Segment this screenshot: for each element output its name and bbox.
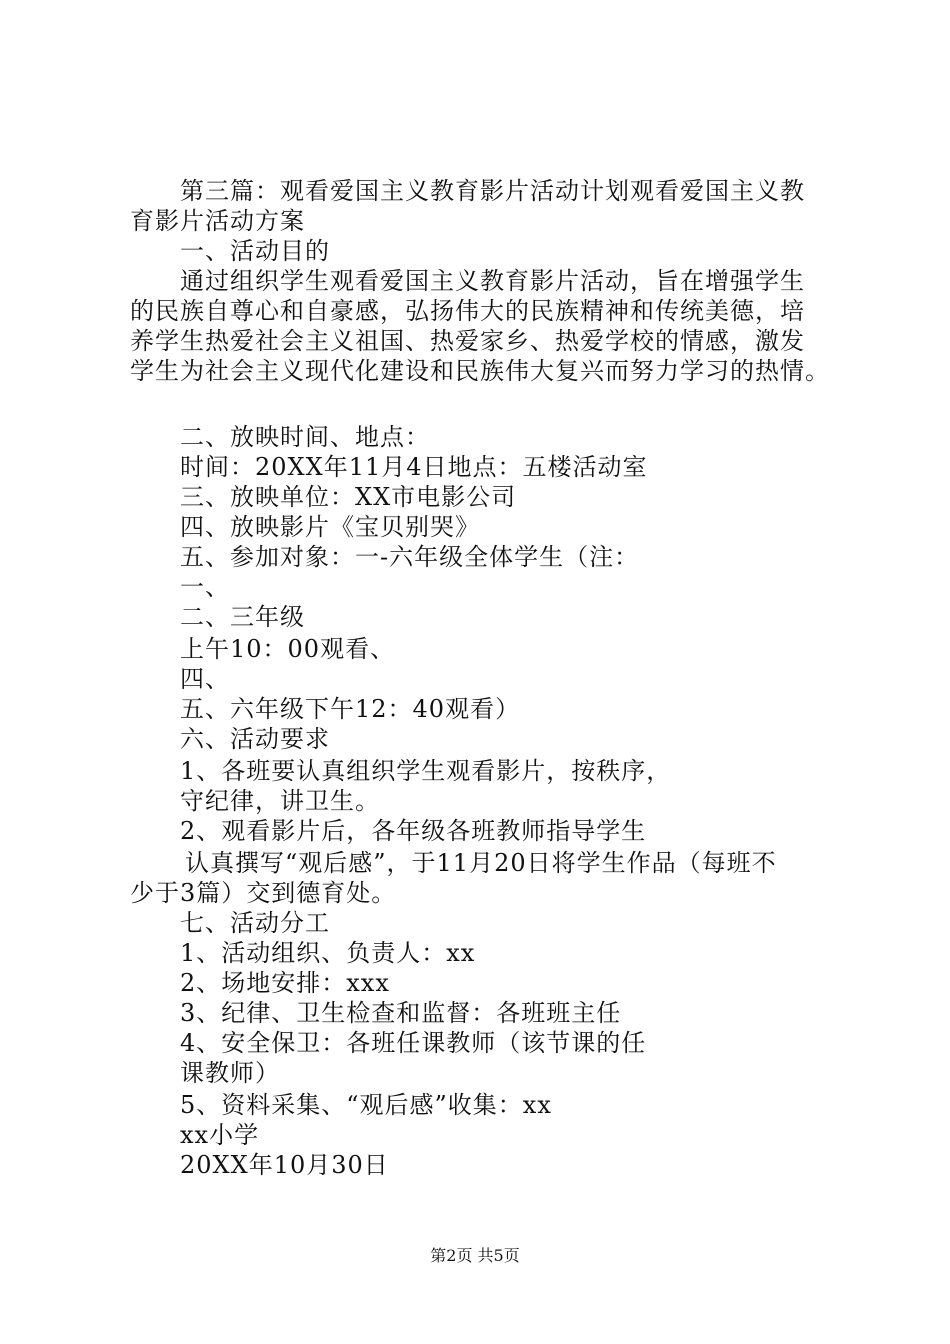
text-line: 少于3篇）交到德育处。 bbox=[130, 879, 397, 907]
signature-date: 20XX年10月30日 bbox=[180, 1151, 389, 1179]
text-line: 五、六年级下午12：40观看） bbox=[180, 695, 521, 723]
text-line: 1、活动组织、负责人：xx bbox=[180, 939, 476, 967]
text-line: 上午10：00观看、 bbox=[180, 635, 396, 663]
page-indicator: 第2页 共5页 bbox=[430, 1246, 520, 1265]
text-line: 时间：20XX年11月4日地点：五楼活动室 bbox=[180, 453, 648, 481]
section-heading-unit: 三、放映单位：XX市电影公司 bbox=[180, 483, 517, 511]
text-line: 四、 bbox=[180, 665, 230, 693]
section-heading-division: 七、活动分工 bbox=[180, 909, 330, 937]
text-line: 3、纪律、卫生检查和监督：各班班主任 bbox=[180, 999, 622, 1027]
document-title-line-1: 第三篇：观看爱国主义教育影片活动计划观看爱国主义教 bbox=[180, 177, 805, 205]
section-heading-participants: 五、参加对象：一-六年级全体学生（注： bbox=[180, 543, 640, 571]
document-title-line-2: 育影片活动方案 bbox=[130, 207, 305, 235]
paragraph-line: 通过组织学生观看爱国主义教育影片活动，旨在增强学生 bbox=[180, 267, 805, 295]
text-line: 1、各班要认真组织学生观看影片，按秩序， bbox=[180, 757, 672, 785]
section-heading-time-place: 二、放映时间、地点： bbox=[180, 423, 430, 451]
text-line: 2、场地安排：xxx bbox=[180, 969, 390, 997]
signature-school: xx小学 bbox=[180, 1121, 260, 1149]
paragraph-line: 的民族自尊心和自豪感，弘扬伟大的民族精神和传统美德，培 bbox=[130, 297, 805, 325]
text-line: 二、三年级 bbox=[180, 603, 305, 631]
text-line: 5、资料采集、“观后感”收集：xx bbox=[180, 1091, 552, 1119]
section-heading-requirements: 六、活动要求 bbox=[180, 725, 330, 753]
section-heading-film: 四、放映影片《宝贝别哭》 bbox=[180, 513, 480, 541]
paragraph-line: 学生为社会主义现代化建设和民族伟大复兴而努力学习的热情。 bbox=[130, 357, 830, 385]
text-line: 一、 bbox=[180, 573, 230, 601]
text-line: 4、安全保卫：各班任课教师（该节课的任 bbox=[180, 1029, 647, 1057]
text-line: 2、观看影片后，各年级各班教师指导学生 bbox=[180, 817, 647, 845]
text-line: 课教师） bbox=[180, 1059, 280, 1087]
paragraph-line: 养学生热爱社会主义祖国、热爱家乡、热爱学校的情感，激发 bbox=[130, 327, 805, 355]
text-line: 认真撰写“观后感”，于11月20日将学生作品（每班不 bbox=[185, 849, 777, 877]
text-line: 守纪律，讲卫生。 bbox=[180, 787, 380, 815]
section-heading-purpose: 一、活动目的 bbox=[180, 237, 330, 265]
